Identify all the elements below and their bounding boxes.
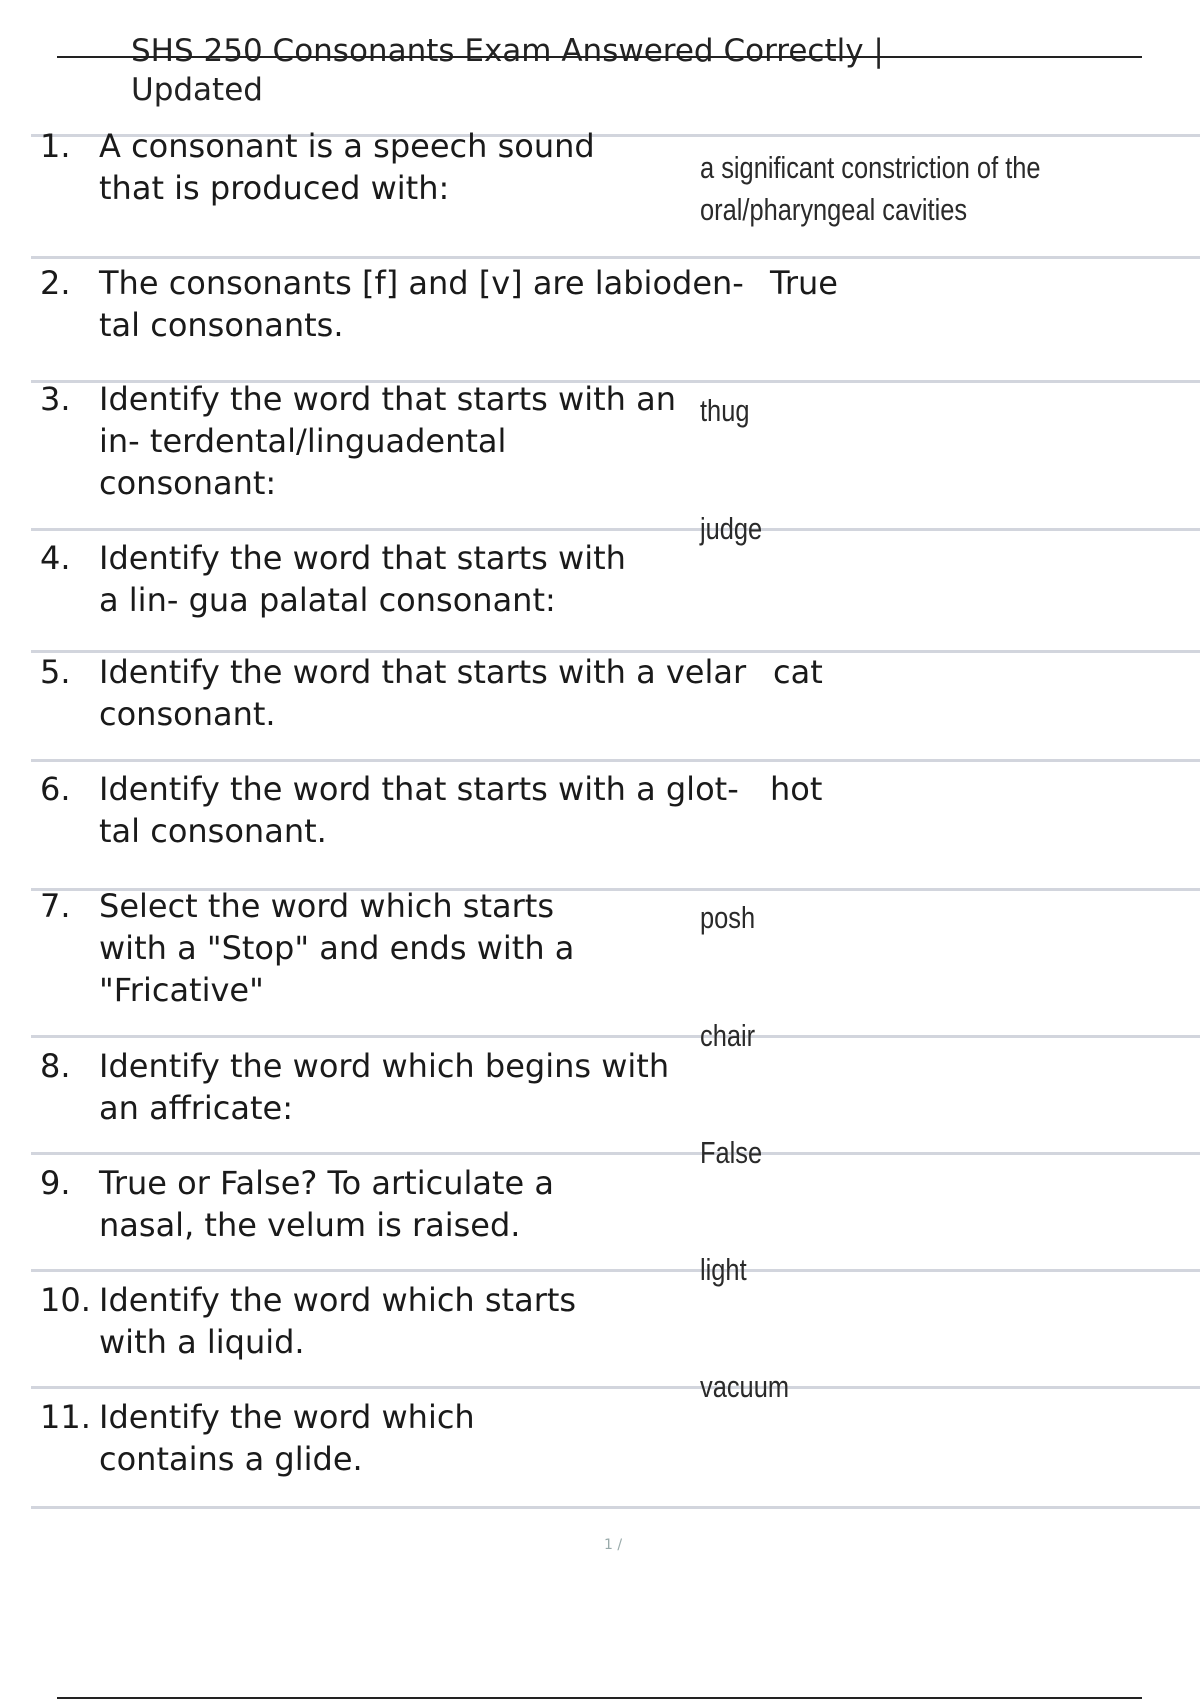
row-divider xyxy=(31,528,1200,531)
question-text xyxy=(99,1162,554,1246)
answer-text: judge xyxy=(700,511,763,546)
question-line: with a liquid. xyxy=(99,1323,305,1361)
question-text xyxy=(99,768,739,852)
question-text xyxy=(99,885,574,1011)
question-line: consonant. xyxy=(99,695,276,733)
question-line: Identify the word that starts with a velar xyxy=(99,653,747,691)
answer-text: vacuum xyxy=(700,1369,790,1404)
page-title-line-1: SHS 250 Consonants Exam Answered Correctly | xyxy=(131,33,884,69)
answer-text: light xyxy=(700,1252,747,1287)
row-divider xyxy=(31,1269,1200,1272)
question-text xyxy=(99,378,676,504)
question-line: The consonants [f] and [v] are labioden- xyxy=(99,264,744,302)
answer-text: False xyxy=(700,1135,763,1170)
question-number: 6. xyxy=(40,770,71,808)
question-text xyxy=(99,537,626,621)
answer-text: posh xyxy=(700,900,756,935)
question-number: 7. xyxy=(40,887,71,925)
question-text xyxy=(99,1045,669,1129)
answer-line: a significant constriction of the xyxy=(700,150,1041,185)
question-number: 3. xyxy=(40,380,71,418)
row-divider xyxy=(31,256,1200,259)
question-line: an affricate: xyxy=(99,1089,293,1127)
question-number: 2. xyxy=(40,264,71,302)
answer-text: thug xyxy=(700,393,750,428)
row-divider xyxy=(31,1386,1200,1389)
question-line: Identify the word which begins with xyxy=(99,1047,670,1085)
question-number: 11. xyxy=(40,1398,91,1436)
page-title-line-2: Updated xyxy=(131,72,263,108)
question-number: 10. xyxy=(40,1281,91,1319)
row-divider xyxy=(31,1035,1200,1038)
question-line: Identify the word that starts with an xyxy=(99,380,676,418)
question-line: Select the word which starts xyxy=(99,887,554,925)
question-line: Identify the word that starts with a glot- xyxy=(99,770,739,808)
question-line: Identify the word which xyxy=(99,1398,475,1436)
question-number: 9. xyxy=(40,1164,71,1202)
page-number: 1 / xyxy=(604,1537,623,1553)
question-line: contains a glide. xyxy=(99,1440,363,1478)
question-line: a lin- gua palatal consonant: xyxy=(99,581,556,619)
question-text xyxy=(99,1279,576,1363)
question-line: with a "Stop" and ends with a xyxy=(99,929,575,967)
question-line: A consonant is a speech sound xyxy=(99,127,595,165)
answer-text xyxy=(700,147,1041,231)
question-number: 8. xyxy=(40,1047,71,1085)
row-divider xyxy=(31,1506,1200,1509)
answer-text: True xyxy=(770,264,838,302)
question-line: in- terdental/linguadental xyxy=(99,422,507,460)
page-title xyxy=(131,32,884,110)
answer-text: chair xyxy=(700,1018,756,1053)
question-text xyxy=(99,1396,475,1480)
question-line: tal consonants. xyxy=(99,306,344,344)
answer-text: cat xyxy=(773,653,823,691)
question-line: "Fricative" xyxy=(99,971,264,1009)
question-text xyxy=(99,125,595,209)
question-line: tal consonant. xyxy=(99,812,327,850)
question-number: 5. xyxy=(40,653,71,691)
question-line: nasal, the velum is raised. xyxy=(99,1206,521,1244)
question-number: 1. xyxy=(40,127,71,165)
question-line: Identify the word which starts xyxy=(99,1281,577,1319)
row-divider xyxy=(31,759,1200,762)
question-line: consonant: xyxy=(99,464,277,502)
question-line: True or False? To articulate a xyxy=(99,1164,554,1202)
question-text xyxy=(99,262,744,346)
answer-line: oral/pharyngeal cavities xyxy=(700,192,968,227)
footer-rule xyxy=(57,1697,1142,1699)
question-line: Identify the word that starts with xyxy=(99,539,626,577)
question-text xyxy=(99,651,746,735)
row-divider xyxy=(31,1152,1200,1155)
question-number: 4. xyxy=(40,539,71,577)
question-line: that is produced with: xyxy=(99,169,450,207)
answer-text: hot xyxy=(770,770,823,808)
